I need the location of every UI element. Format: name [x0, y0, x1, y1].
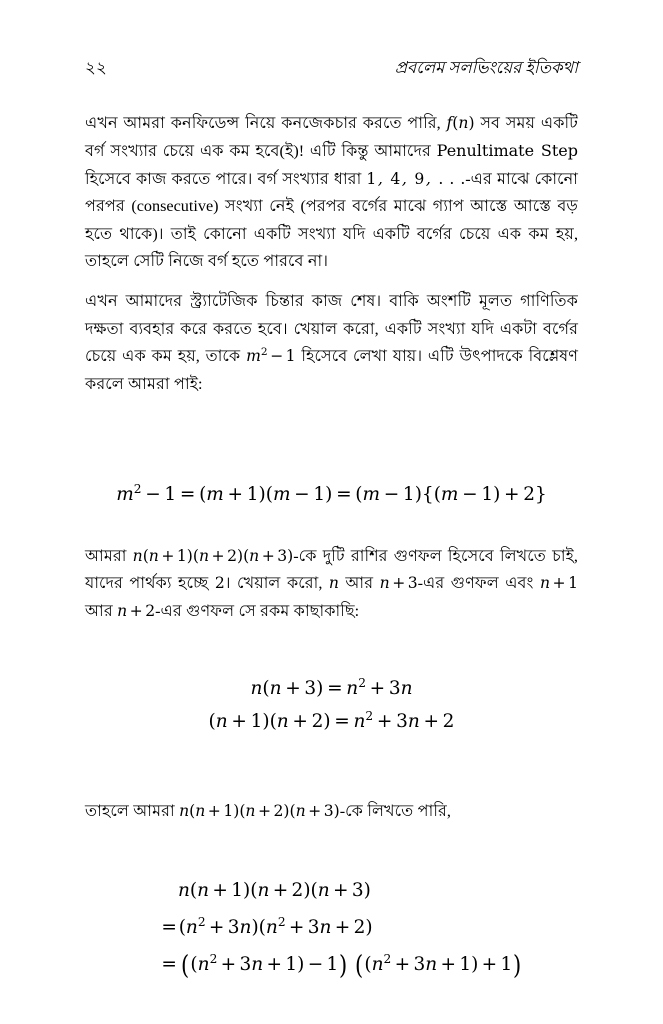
paragraph-3-segment-6: আর: [85, 601, 118, 620]
paragraph-1-segment-1: এখন আমরা কনফিডেন্স নিয়ে কনজেকচার করতে পারি,: [85, 114, 447, 132]
paragraph-3-segment-4: আর: [338, 574, 380, 593]
inline-math-product-n-through-n-plus-3: n(n + 1)(n + 2)(n + 3): [132, 547, 294, 565]
equation-derivation-line-3: = $((n^2 + 3n + 1) - 1) ((n^2 + 3n + 1) + 1)$: [161, 951, 522, 982]
inline-math-square-sequence: 1, 4, 9, . . .: [366, 169, 466, 188]
paragraph-4-segment-2: -কে লিখতে পারি,: [339, 802, 451, 820]
paragraph-1-segment-2: সব সময় একটি বর্গ সংখ্যার চেয়ে এক কম হবে(ই)! এটি কিন্তু আমাদের: [85, 114, 578, 161]
paragraph-4-segment-1: তাহলে আমরা: [85, 802, 180, 820]
inline-math-f-of-n: f(n): [446, 114, 475, 132]
text-block: [85, 110, 578, 398]
paragraph-2-segment-1: এখন আমাদের স্ট্র্যাটেজিক চিন্তার কাজ শেষ। বাকি অংশটি মূলত গাণিতিক দক্ষতা ব্যবহার করে করতে হবে। খেয়াল করো, একটি সংখ্যা যদি একটা বর্গের চেয়ে এক কম হয়, তাকে: [85, 292, 578, 366]
equation-factorization: [85, 481, 578, 505]
page-number: ২২: [85, 58, 108, 77]
inline-math-n-plus-2: n + 2: [117, 601, 156, 620]
paragraph-1-segment-3: হিসেবে কাজ করতে পারে। বর্গ সংখ্যার ধারা: [85, 169, 367, 188]
paragraph-2-segment-2: হিসেবে লেখা যায়। এটি উৎপাদকে বিশ্লেষণ করলে আমরা পাই:: [85, 347, 578, 393]
paragraph-3-segment-3: । খেয়াল করো,: [224, 574, 329, 593]
text-block-3: [85, 798, 578, 825]
inline-roman-penultimate-step: Penultimate Step: [436, 141, 578, 161]
paragraph-3-segment-5: -এর গুণফল এবং: [417, 574, 540, 593]
inline-math-product-n-through-n-plus-3-second: n(n + 1)(n + 2)(n + 3): [179, 802, 340, 820]
paragraph-1-segment-4: -এর মাঝে কোনো পরপর (consecutive) সংখ্যা নেই (পরপর বর্গের মাঝে গ্যাপ আস্তে আস্তে বড় হতে থাকে)। তাই কোনো একটি সংখ্যা যদি একটি বর্গের চেয়ে এক কম হয়, তাহলে সেটি নিজে বর্গ হতে পারবে না।: [85, 169, 578, 271]
equation-factorization-body: $m^2 - 1 = (m + 1)(m - 1) = (m - 1)\{(m - 1) + 2\}$: [116, 481, 547, 505]
inline-math-n-plus-3: n + 3: [379, 574, 418, 593]
paragraph-2: [85, 288, 578, 398]
equation-derivation-line-1: n(n + 1)(n + 2)(n + 3): [178, 880, 371, 901]
paragraph-3-segment-2: -কে দুটি রাশির গুণফল হিসেবে লিখতে চাই, যাদের পার্থক্য হচ্ছে: [85, 547, 578, 593]
paragraph-3-segment-1: আমরা: [85, 547, 133, 565]
running-head: [85, 55, 578, 79]
running-head-title: প্রবলেম সলভিংয়ের ইতিকথা: [394, 58, 578, 77]
paragraph-4: [85, 798, 578, 825]
equation-pair-products-line-1: $n(n + 3) = n^2 + 3n$: [250, 675, 413, 699]
inline-math-n-plus-1: n + 1: [540, 574, 579, 593]
paragraph-3-segment-7: -এর গুণফল সে রকম কাছাকাছি:: [155, 601, 360, 620]
equation-pair-products-line-2: $(n + 1)(n + 2) = n^2 + 3n + 2$: [208, 708, 455, 732]
inline-math-two: 2: [214, 574, 225, 593]
equation-derivation-line-2: $=(n^2 + 3n)(n^2 + 3n + 2)$: [161, 914, 373, 938]
equation-derivation: [85, 872, 578, 983]
paragraph-3: [85, 543, 578, 625]
inline-math-m-squared-minus-one: $m^2 - 1$: [246, 346, 296, 366]
paragraph-1: [85, 110, 578, 275]
inline-math-n: n: [328, 574, 339, 593]
equation-pair-products: [85, 672, 578, 738]
text-block-2: [85, 543, 578, 625]
